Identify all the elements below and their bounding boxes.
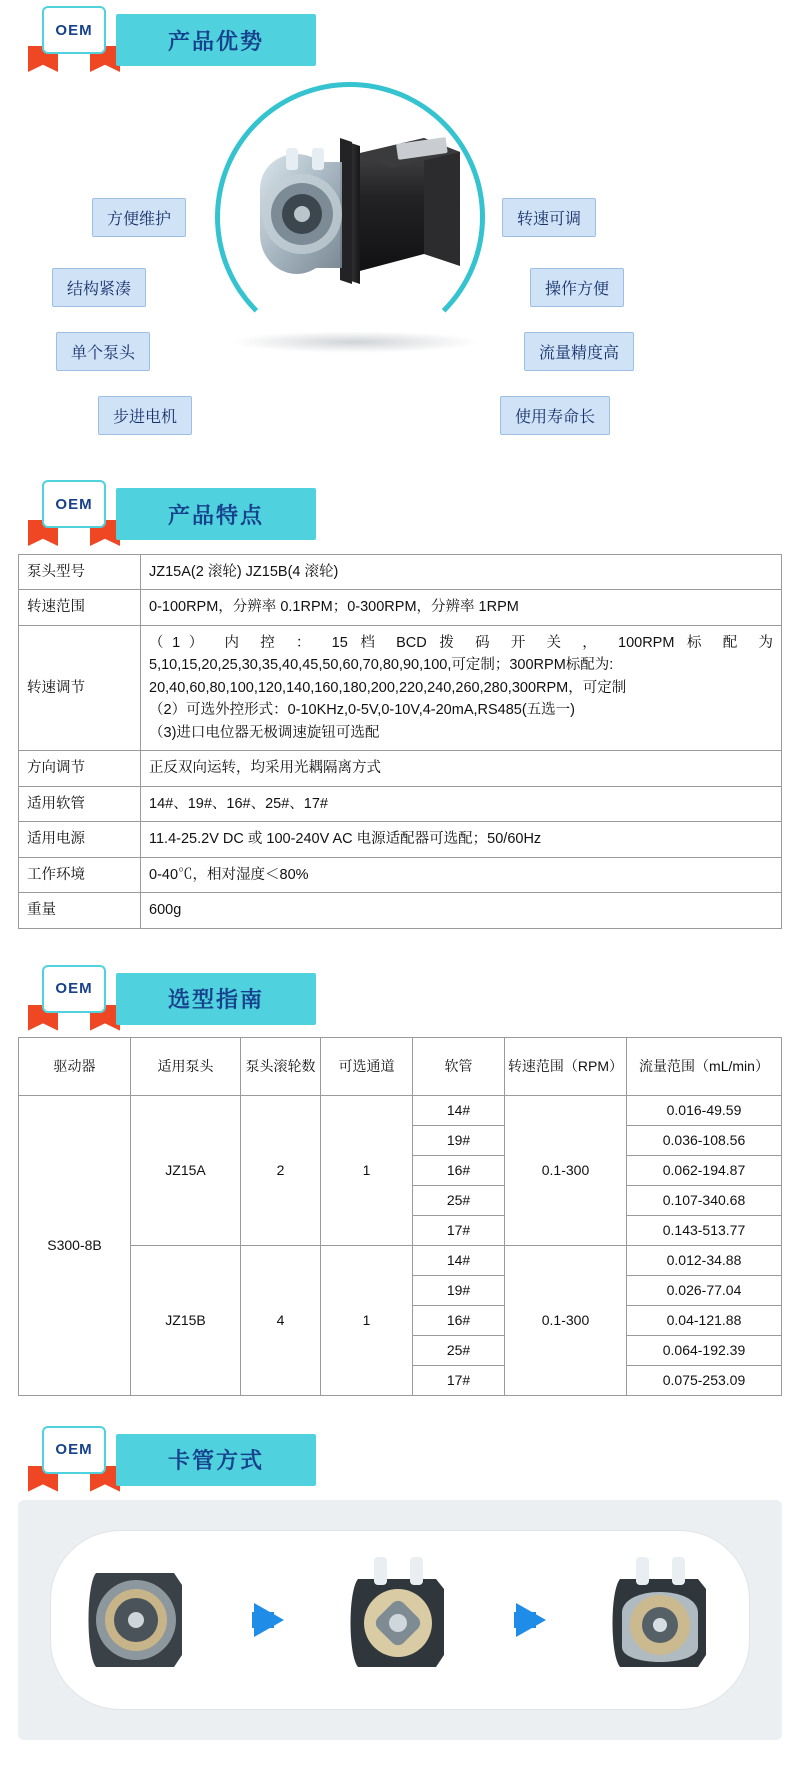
ribbon-badge [28, 959, 120, 1031]
cell-flow: 0.064-192.39 [627, 1335, 782, 1365]
section-title: 产品优势 [167, 28, 264, 54]
col-rollers: 泵头滚轮数 [241, 1037, 321, 1095]
section-title-banner [116, 14, 316, 66]
table-row [19, 1245, 782, 1275]
cell-flow: 0.143-513.77 [627, 1215, 782, 1245]
cell-speed-range: 0.1-300 [505, 1095, 627, 1245]
cell-channels: 1 [321, 1095, 413, 1245]
section-title-banner [116, 1434, 316, 1486]
col-speed-range: 转速范围（RPM） [505, 1037, 627, 1095]
pump-head-open-tube-illustration [340, 1555, 460, 1685]
pump-head-step-1-image [78, 1555, 198, 1685]
cell-tube: 16# [413, 1305, 505, 1335]
feature-line: 5,10,15,20,25,30,35,40,45,50,60,70,80,90,100,可定制；300RPM标配为: [149, 657, 614, 674]
cell-channels: 1 [321, 1245, 413, 1395]
cell-pump-head: JZ15B [131, 1245, 241, 1395]
cell-flow: 0.036-108.56 [627, 1125, 782, 1155]
section-header-tube-loading [18, 1420, 800, 1492]
col-driver: 驱动器 [19, 1037, 131, 1095]
pump-head-step-3-image [602, 1555, 722, 1685]
cell-flow: 0.075-253.09 [627, 1365, 782, 1395]
pump-head-closed-illustration [78, 1555, 198, 1685]
advantage-tag-left-1: 方便维护 [92, 198, 186, 237]
cell-pump-head: JZ15A [131, 1095, 241, 1245]
arrow-icon [254, 1603, 284, 1637]
cell-tube: 16# [413, 1155, 505, 1185]
section-header-selection-guide [18, 959, 800, 1031]
feature-key: 工作环境 [19, 857, 141, 892]
section-title: 卡管方式 [167, 1448, 264, 1474]
advantages-diagram [0, 76, 800, 426]
ribbon-badge [28, 0, 120, 72]
cell-flow: 0.062-194.87 [627, 1155, 782, 1185]
table-header-row [19, 1037, 782, 1095]
cell-tube: 19# [413, 1125, 505, 1155]
section-title-banner [116, 488, 316, 540]
cell-tube: 25# [413, 1185, 505, 1215]
cell-rollers: 4 [241, 1245, 321, 1395]
advantage-tag-right-2: 操作方便 [530, 268, 624, 307]
oem-badge-label: OEM [55, 1441, 93, 1459]
arrow-icon [516, 1603, 546, 1637]
table-row [19, 625, 782, 750]
feature-line: （2）可选外控形式：0-10KHz,0-5V,0-10V,4-20mA,RS485(五选一) [149, 702, 576, 719]
col-tube: 软管 [413, 1037, 505, 1095]
section-header-advantages [18, 0, 800, 72]
feature-value-multiline [141, 625, 782, 750]
section-title: 产品特点 [167, 502, 264, 528]
cell-flow: 0.107-340.68 [627, 1185, 782, 1215]
section-title-banner [116, 973, 316, 1025]
pump-head-step-2-image [340, 1555, 460, 1685]
feature-line: （1） 内 控 ： 15 档 BCD 拨 码 开 关 ， 100RPM 标 配 为 [149, 634, 773, 651]
cell-tube: 14# [413, 1095, 505, 1125]
table-row [19, 857, 782, 892]
col-channels: 可选通道 [321, 1037, 413, 1095]
cell-tube: 19# [413, 1275, 505, 1305]
cell-tube: 14# [413, 1245, 505, 1275]
oem-badge [42, 965, 106, 1013]
cell-rollers: 2 [241, 1095, 321, 1245]
cell-flow: 0.012-34.88 [627, 1245, 782, 1275]
col-flow-range: 流量范围（mL/min） [627, 1037, 782, 1095]
oem-badge-label: OEM [55, 980, 93, 998]
advantage-tag-left-4: 步进电机 [98, 396, 192, 435]
table-row [19, 1095, 782, 1125]
section-title: 选型指南 [167, 987, 264, 1013]
advantage-tag-right-1: 转速可调 [502, 198, 596, 237]
feature-line: （3)进口电位器无极调速旋钮可选配 [149, 724, 380, 741]
advantage-tag-right-4: 使用寿命长 [500, 396, 610, 435]
feature-specs-table [18, 554, 782, 929]
ribbon-badge [28, 1420, 120, 1492]
cell-driver: S300-8B [19, 1095, 131, 1395]
advantage-tag-left-3: 单个泵头 [56, 332, 150, 371]
advantage-tag-right-3: 流量精度高 [524, 332, 634, 371]
cell-tube: 17# [413, 1365, 505, 1395]
oem-badge [42, 1426, 106, 1474]
pump-product-image [228, 112, 478, 312]
feature-value: 0-40℃，相对湿度＜80% [141, 857, 782, 892]
feature-value: 600g [141, 893, 782, 928]
cell-flow: 0.04-121.88 [627, 1305, 782, 1335]
cell-flow: 0.026-77.04 [627, 1275, 782, 1305]
feature-line: 20,40,60,80,100,120,140,160,180,200,220,240,260,280,300RPM，可定制 [149, 679, 627, 696]
feature-key: 适用软管 [19, 786, 141, 821]
cell-tube: 25# [413, 1335, 505, 1365]
feature-value: 11.4-25.2V DC 或 100-240V AC 电源适配器可选配；50/60Hz [141, 822, 782, 857]
pump-illustration [228, 112, 478, 312]
feature-key: 适用电源 [19, 822, 141, 857]
cell-speed-range: 0.1-300 [505, 1245, 627, 1395]
pump-head-loaded-illustration [602, 1555, 722, 1685]
feature-key: 转速调节 [19, 625, 141, 750]
oem-badge-label: OEM [55, 495, 93, 513]
tube-loading-steps [50, 1530, 750, 1710]
feature-value: 14#、19#、16#、25#、17# [141, 786, 782, 821]
table-row [19, 590, 782, 625]
feature-value: 正反双向运转，均采用光耦隔离方式 [141, 751, 782, 786]
feature-key: 方向调节 [19, 751, 141, 786]
table-row [19, 751, 782, 786]
ribbon-badge [28, 474, 120, 546]
cell-tube: 17# [413, 1215, 505, 1245]
photo-shadow [230, 331, 480, 353]
table-row [19, 786, 782, 821]
oem-badge-label: OEM [55, 21, 93, 39]
feature-key: 泵头型号 [19, 555, 141, 590]
table-row [19, 555, 782, 590]
feature-key: 转速范围 [19, 590, 141, 625]
col-pump-head: 适用泵头 [131, 1037, 241, 1095]
oem-badge [42, 6, 106, 54]
cell-flow: 0.016-49.59 [627, 1095, 782, 1125]
table-row [19, 893, 782, 928]
section-header-features [18, 474, 800, 546]
advantage-tag-left-2: 结构紧凑 [52, 268, 146, 307]
feature-key: 重量 [19, 893, 141, 928]
tube-loading-panel [18, 1500, 782, 1740]
selection-guide-table [18, 1037, 782, 1396]
table-row [19, 822, 782, 857]
oem-badge [42, 480, 106, 528]
feature-value: 0-100RPM，分辨率 0.1RPM；0-300RPM，分辨率 1RPM [141, 590, 782, 625]
feature-value: JZ15A(2 滚轮) JZ15B(4 滚轮) [141, 555, 782, 590]
